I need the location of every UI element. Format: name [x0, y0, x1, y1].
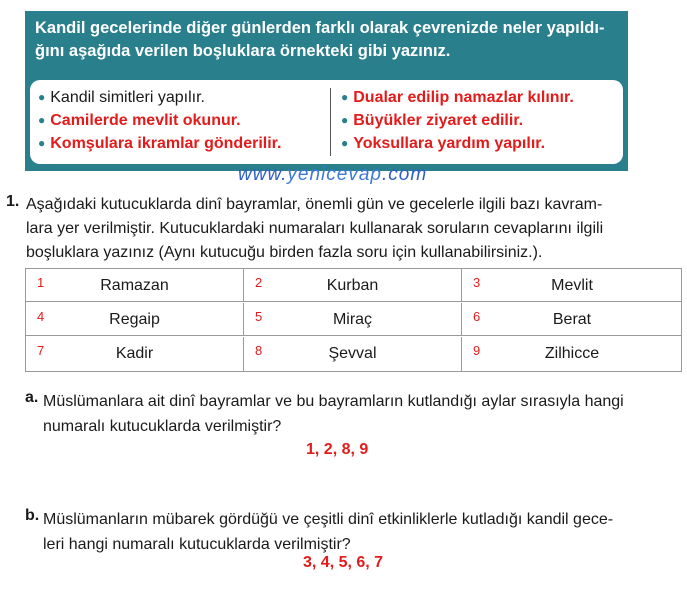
column-divider: [330, 88, 331, 156]
concept-box: 8 Şevval: [244, 337, 462, 371]
examples-left-column: [38, 86, 328, 155]
example-item: ● Komşulara ikramlar gönderilir.: [38, 135, 282, 152]
bullet-icon: ●: [38, 90, 46, 104]
instruction-box: [25, 11, 628, 171]
question-line-3: boşluklara yazınız (Aynı kutucuğu birden fazla soru için kullanabilirsiniz.).: [26, 244, 543, 261]
bullet-icon: ●: [38, 113, 46, 127]
instruction-heading: [35, 17, 625, 63]
subquestion-b-label: b.: [25, 507, 40, 524]
concept-box: 3 Mevlit: [462, 269, 682, 302]
bullet-icon: ●: [341, 136, 349, 150]
concept-box: 1 Ramazan: [26, 269, 244, 302]
examples-right-column: [337, 86, 617, 155]
examples-panel: [30, 80, 623, 164]
question-line-1: Aşağıdaki kutucuklarda dinî bayramlar, önemli gün ve gecelerle ilgili bazı kavram-: [26, 196, 603, 213]
concept-box: 9 Zilhicce: [473, 343, 600, 362]
concept-box: 6 Berat: [462, 303, 682, 336]
instruction-line-2: ğını aşağıda verilen boşluklara örnekteki gibi yazınız.: [35, 42, 451, 60]
subquestion-b-text: Müslümanların mübarek gördüğü ve çeşitli dinî etkinliklerle kutladığı kandil gece- leri hangi numaralı kutucuklarda verilmiştir?: [43, 511, 614, 553]
question-text: [26, 193, 682, 265]
concept-box: 7 Kadir: [26, 337, 244, 371]
question-number: 1.: [6, 193, 20, 210]
instruction-line-1: Kandil gecelerinde diğer günlerden farklı olarak çevrenizde neler yapıldı-: [35, 19, 605, 37]
subquestion-a-answer: 1, 2, 8, 9: [306, 441, 369, 458]
subquestion-a-text: Müslümanlara ait dinî bayramlar ve bu bayramların kutlandığı aylar sırasıyla hangi numaralı kutucuklarda verilmiştir?: [43, 393, 624, 435]
example-item: ● Camilerde mevlit okunur.: [38, 112, 241, 129]
subquestion-a-label: a.: [25, 389, 39, 406]
question-line-2: lara yer verilmiştir. Kutucuklardaki numaraları kullanarak soruların cevaplarını ilgili: [26, 220, 604, 237]
example-item: ● Yoksullara yardım yapılır.: [341, 135, 546, 152]
example-item: ● Dualar edilip namazlar kılınır.: [341, 89, 574, 106]
site-watermark: www.yenicevap.com: [238, 164, 428, 185]
bullet-icon: ●: [341, 90, 349, 104]
subquestion-b-answer: 3, 4, 5, 6, 7: [303, 554, 384, 571]
example-item: ● Kandil simitleri yapılır.: [38, 89, 205, 106]
concept-box: 5 Miraç: [244, 303, 462, 336]
example-item: ● Büyükler ziyaret edilir.: [341, 112, 524, 129]
bullet-icon: ●: [341, 113, 349, 127]
bullet-icon: ●: [38, 136, 46, 150]
concept-boxes-grid: [25, 268, 682, 372]
concept-box: 4 Regaip: [26, 303, 244, 336]
concept-box: 2 Kurban: [244, 269, 462, 302]
